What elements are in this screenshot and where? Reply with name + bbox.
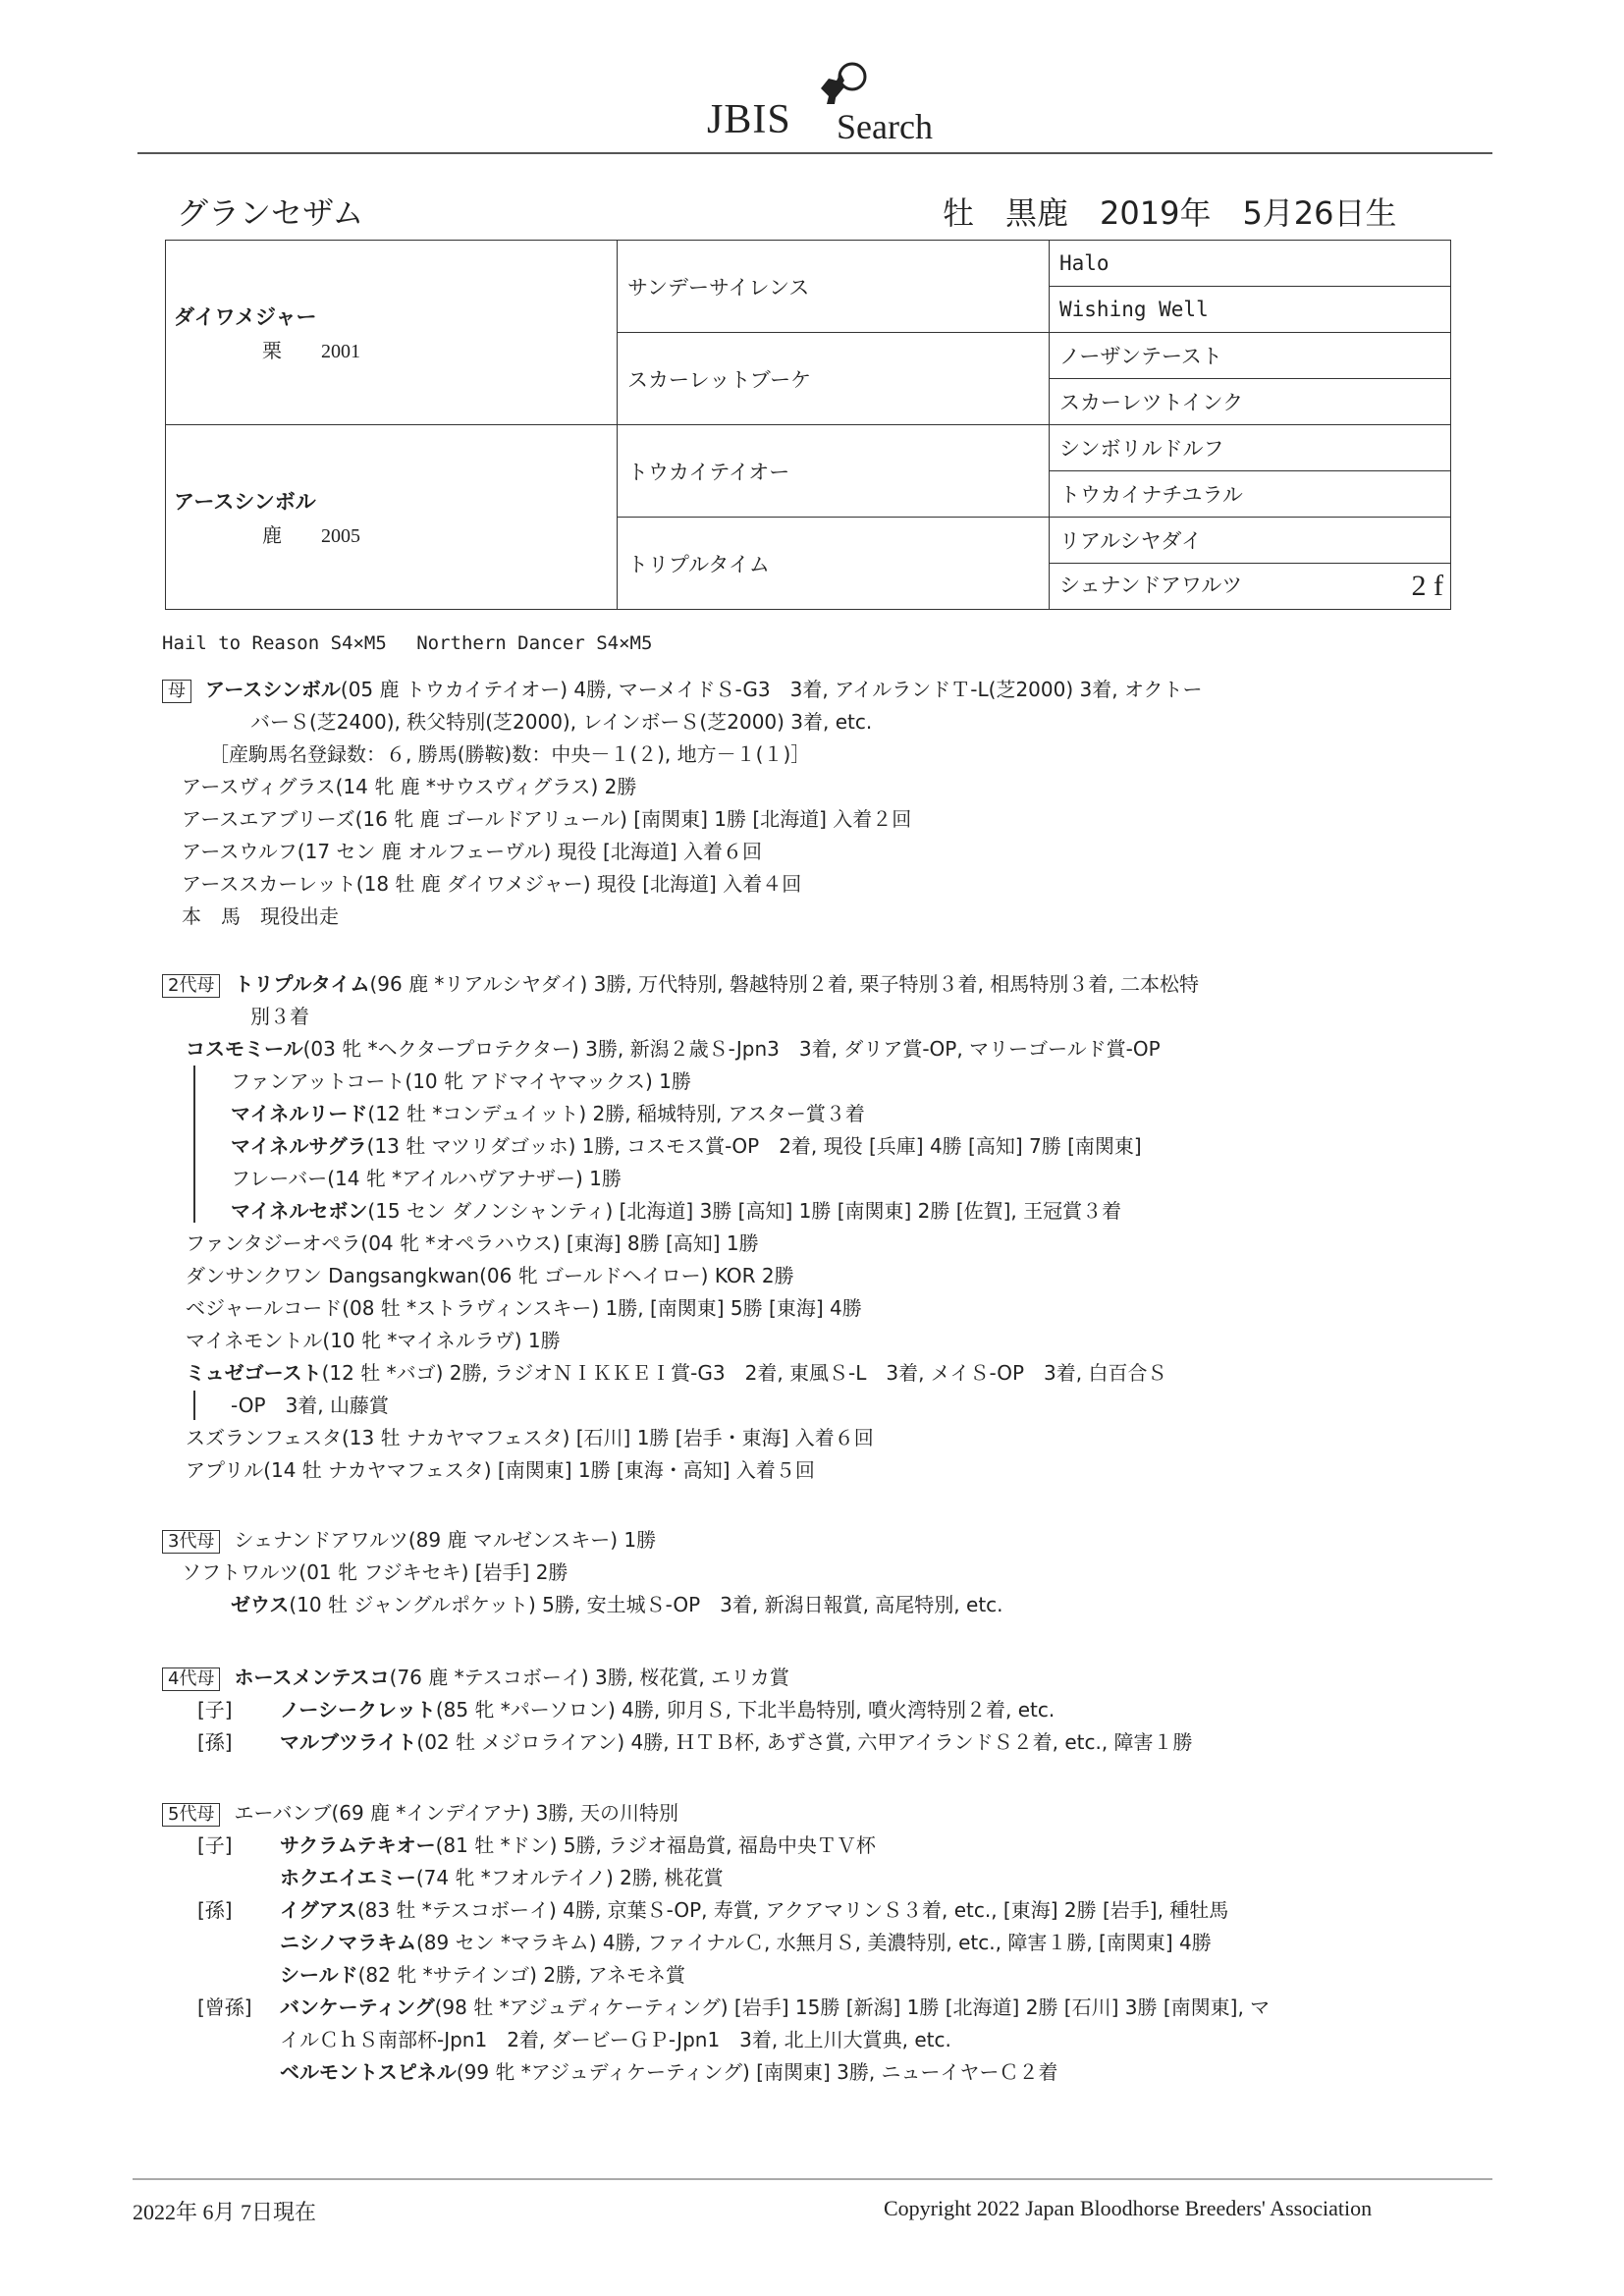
offspring-line: アースヴィグラス(14 牝 鹿 *サウスヴィグラス) 2勝 bbox=[182, 775, 637, 798]
family-line: (10 牡 ジャングルポケット) 5勝, 安土城Ｓ-OP 3着, 新潟日報賞, 高尾特別, etc. bbox=[289, 1593, 1003, 1616]
copyright: Copyright 2022 Japan Bloodhorse Breeders' Association bbox=[884, 2196, 1373, 2220]
family-line: ベジャールコード(08 牡 *ストラヴィンスキー) 1勝, [南関東] 5勝 [東海] 4勝 bbox=[186, 1296, 862, 1320]
family-line: (99 牝 *アジュディケーティング) [南関東] 3勝, ニューイヤーＣ２着 bbox=[456, 2060, 1058, 2084]
section-label: 4代母 bbox=[162, 1667, 220, 1691]
family-line: (82 牝 *サテインゴ) 2勝, アネモネ賞 bbox=[357, 1963, 685, 1987]
dam-dam: トリプルタイム bbox=[618, 518, 1050, 610]
family-line: 別３着 bbox=[250, 1005, 309, 1028]
gen3-4: スカーレツトインク bbox=[1050, 379, 1451, 425]
family-name: アースシンボル bbox=[205, 678, 341, 701]
logo-brand: JBIS bbox=[707, 97, 791, 142]
dam-sire: トウカイテイオー bbox=[618, 425, 1050, 518]
family-line: (12 牡 *コンデュイット) 2勝, 稲城特別, アスター賞３着 bbox=[367, 1102, 865, 1125]
offspring-line: 本 馬 現役出走 bbox=[182, 904, 339, 928]
family-line: (76 鹿 *テスコボーイ) 3勝, 桜花賞, エリカ賞 bbox=[389, 1666, 789, 1689]
pedigree-table bbox=[165, 240, 1451, 610]
sire-dam: スカーレットブーケ bbox=[618, 333, 1050, 425]
relation-tag: [孫] bbox=[197, 1898, 233, 1922]
family-name: ミュゼゴースト bbox=[186, 1361, 322, 1385]
section-label: 2代母 bbox=[162, 974, 220, 998]
family-line: スズランフェスタ(13 牡 ナカヤマフェスタ) [石川] 1勝 [岩手・東海] 入着６回 bbox=[186, 1426, 874, 1449]
family-name: ニシノマラキム bbox=[280, 1931, 416, 1954]
gen3-2: Wishing Well bbox=[1050, 287, 1451, 333]
family-line: (12 牡 *バゴ) 2勝, ラジオＮＩＫＫＥＩ賞-G3 2着, 東風Ｓ-L 3着, メイＳ-OP 3着, 白百合Ｓ bbox=[321, 1361, 1167, 1385]
dam-cell bbox=[166, 425, 618, 610]
family-line: (89 セン *マラキム) 4勝, ファイナルＣ, 水無月Ｓ, 美濃特別, etc., 障害１勝, [南関東] 4勝 bbox=[416, 1931, 1212, 1954]
relation-tag: [子] bbox=[197, 1833, 233, 1857]
section-label: 母 bbox=[162, 680, 191, 703]
section-label: 3代母 bbox=[162, 1530, 220, 1554]
dam-section bbox=[162, 674, 1203, 933]
family-line: ダンサンクワン Dangsangkwan(06 牝 ゴールドヘイロー) KOR 2勝 bbox=[186, 1264, 794, 1287]
family-line: (03 牝 *ヘクタープロテクター) 3勝, 新潟２歳Ｓ-Jpn3 3着, ダリア賞-OP, マリーゴールド賞-OP bbox=[302, 1037, 1161, 1061]
family-line: -OP 3着, 山藤賞 bbox=[231, 1394, 390, 1417]
gen3-3: ノーザンテースト bbox=[1050, 333, 1451, 379]
family-name: トリプルタイム bbox=[234, 972, 370, 996]
family-line: ソフトワルツ(01 牝 フジキセキ) [岩手] 2勝 bbox=[182, 1560, 568, 1584]
gen3-1: Halo bbox=[1050, 241, 1451, 287]
family-name: ノーシークレット bbox=[280, 1698, 436, 1722]
family-name: サクラムテキオー bbox=[280, 1833, 436, 1857]
gen3-8-name: シェナンドアワルツ bbox=[1059, 574, 1243, 597]
as-of-date: 2022年 6月 7日現在 bbox=[133, 2200, 317, 2224]
family-name: シールド bbox=[280, 1963, 358, 1987]
jbis-search-logo bbox=[707, 59, 943, 152]
second-dam-section bbox=[162, 968, 1199, 1487]
family-line: アプリル(14 牡 ナカヤマフェスタ) [南関東] 1勝 [東海・高知] 入着５回 bbox=[186, 1458, 815, 1482]
third-dam-section bbox=[162, 1524, 1003, 1621]
family-line: フレーバー(14 牝 *アイルハヴアナザー) 1勝 bbox=[231, 1167, 622, 1190]
sire-info: 栗 2001 bbox=[262, 341, 360, 362]
family-name: ゼウス bbox=[231, 1593, 290, 1616]
family-line: (81 牡 *ドン) 5勝, ラジオ福島賞, 福島中央ＴＶ杯 bbox=[435, 1833, 876, 1857]
gen3-6: トウカイナチユラル bbox=[1050, 471, 1451, 518]
header-divider bbox=[137, 152, 1492, 154]
offspring-line: アースウルフ(17 セン 鹿 オルフェーヴル) 現役 [北海道] 入着６回 bbox=[182, 840, 763, 863]
family-name: マルブツライト bbox=[280, 1730, 417, 1754]
section-label: 5代母 bbox=[162, 1803, 220, 1827]
family-line: (15 セン ダノンシャンティ) [北海道] 3勝 [高知] 1勝 [南関東] 2勝 [佐賀], 王冠賞３着 bbox=[367, 1199, 1122, 1223]
family-name: バンケーティング bbox=[280, 1995, 435, 2019]
logo-search-text: Search bbox=[837, 107, 933, 146]
family-line: ファンアットコート(10 牝 アドマイヤマックス) 1勝 bbox=[231, 1069, 691, 1093]
horse-info: 牡 黒鹿 2019年 5月26日生 bbox=[943, 194, 1397, 232]
family-name: マイネルリード bbox=[231, 1102, 368, 1125]
sex-count: 2 f bbox=[1411, 570, 1443, 602]
family-name: ホースメンテスコ bbox=[234, 1666, 390, 1689]
sire-cell bbox=[166, 241, 618, 425]
relation-tag: [子] bbox=[197, 1698, 233, 1722]
relation-tag: [曾孫] bbox=[197, 1995, 252, 2019]
horse-name: グランセザム bbox=[177, 194, 364, 232]
offspring-line: アーススカーレット(18 牡 鹿 ダイワメジャー) 現役 [北海道] 入着４回 bbox=[182, 872, 802, 896]
footer-divider bbox=[133, 2178, 1492, 2180]
family-bracket-line bbox=[193, 1391, 195, 1420]
relation-tag: [孫] bbox=[197, 1730, 233, 1754]
family-line: (83 牡 *テスコボーイ) 4勝, 京葉Ｓ-OP, 寿賞, アクアマリンＳ３着, etc., [東海] 2勝 [岩手], 種牡馬 bbox=[356, 1898, 1229, 1922]
gen3-8 bbox=[1050, 564, 1451, 610]
family-name: イグアス bbox=[280, 1898, 357, 1922]
family-line: ファンタジーオペラ(04 牝 *オペラハウス) [東海] 8勝 [高知] 1勝 bbox=[186, 1231, 759, 1255]
family-name: マイネルサグラ bbox=[231, 1134, 367, 1158]
dam-name: アースシンボル bbox=[174, 490, 316, 514]
offspring-line: アースエアブリーズ(16 牝 鹿 ゴールドアリュール) [南関東] 1勝 [北海道] 入着２回 bbox=[182, 807, 912, 831]
inbreeding-note: Hail to Reason S4×M5 Northern Dancer S4×M5 bbox=[162, 632, 653, 654]
family-name: マイネルセボン bbox=[231, 1199, 368, 1223]
offspring-summary: ［産駒馬名登録数：６, 勝馬(勝鞍)数：中央－１(２), 地方－１(１)］ bbox=[209, 742, 811, 766]
family-name: コスモミール bbox=[186, 1037, 303, 1061]
family-line: (02 牡 メジロライアン) 4勝, ＨＴＢ杯, あずさ賞, 六甲アイランドＳ２着, etc., 障害１勝 bbox=[416, 1730, 1193, 1754]
family-line: イルＣｈＳ南部杯-Jpn1 2着, ダービーＧＰ-Jpn1 3着, 北上川大賞典, etc. bbox=[280, 2028, 951, 2051]
family-line: (74 牝 *フオルテイノ) 2勝, 桃花賞 bbox=[415, 1866, 724, 1889]
family-line: (13 牡 マツリダゴッホ) 1勝, コスモス賞-OP 2着, 現役 [兵庫] 4勝 [高知] 7勝 [南関東] bbox=[366, 1134, 1142, 1158]
sire-name: ダイワメジャー bbox=[174, 305, 317, 329]
family-line: マイネモントル(10 牝 *マイネルラヴ) 1勝 bbox=[186, 1329, 561, 1352]
family-line: (05 鹿 トウカイテイオー) 4勝, マーメイドＳ-G3 3着, アイルランドＴ-L(芝2000) 3着, オクトー bbox=[340, 678, 1203, 701]
family-line: (98 牡 *アジュディケーティング) [岩手] 15勝 [新潟] 1勝 [北海道] 2勝 [石川] 3勝 [南関東], マ bbox=[434, 1995, 1271, 2019]
family-line: エーバンブ(69 鹿 *インデイアナ) 3勝, 天の川特別 bbox=[234, 1801, 679, 1825]
family-line: (96 鹿 *リアルシヤダイ) 3勝, 万代特別, 磐越特別２着, 栗子特別３着, 相馬特別３着, 二本松特 bbox=[369, 972, 1199, 996]
family-bracket-line bbox=[193, 1066, 195, 1223]
gen3-5: シンボリルドルフ bbox=[1050, 425, 1451, 471]
gen3-7: リアルシヤダイ bbox=[1050, 518, 1451, 564]
fourth-dam-section bbox=[162, 1662, 1193, 1759]
family-line: シェナンドアワルツ(89 鹿 マルゼンスキー) 1勝 bbox=[234, 1528, 657, 1552]
sire-sire: サンデーサイレンス bbox=[618, 241, 1050, 333]
family-name: ホクエイエミー bbox=[280, 1866, 416, 1889]
family-line: バーＳ(芝2400), 秩父特別(芝2000), レインボーＳ(芝2000) 3着, etc. bbox=[250, 710, 873, 734]
dam-info: 鹿 2005 bbox=[262, 525, 360, 547]
fifth-dam-section bbox=[162, 1797, 1270, 2089]
family-line: (85 牝 *パーソロン) 4勝, 卯月Ｓ, 下北半島特別, 噴火湾特別２着, etc. bbox=[435, 1698, 1056, 1722]
family-name: ベルモントスピネル bbox=[280, 2060, 457, 2084]
